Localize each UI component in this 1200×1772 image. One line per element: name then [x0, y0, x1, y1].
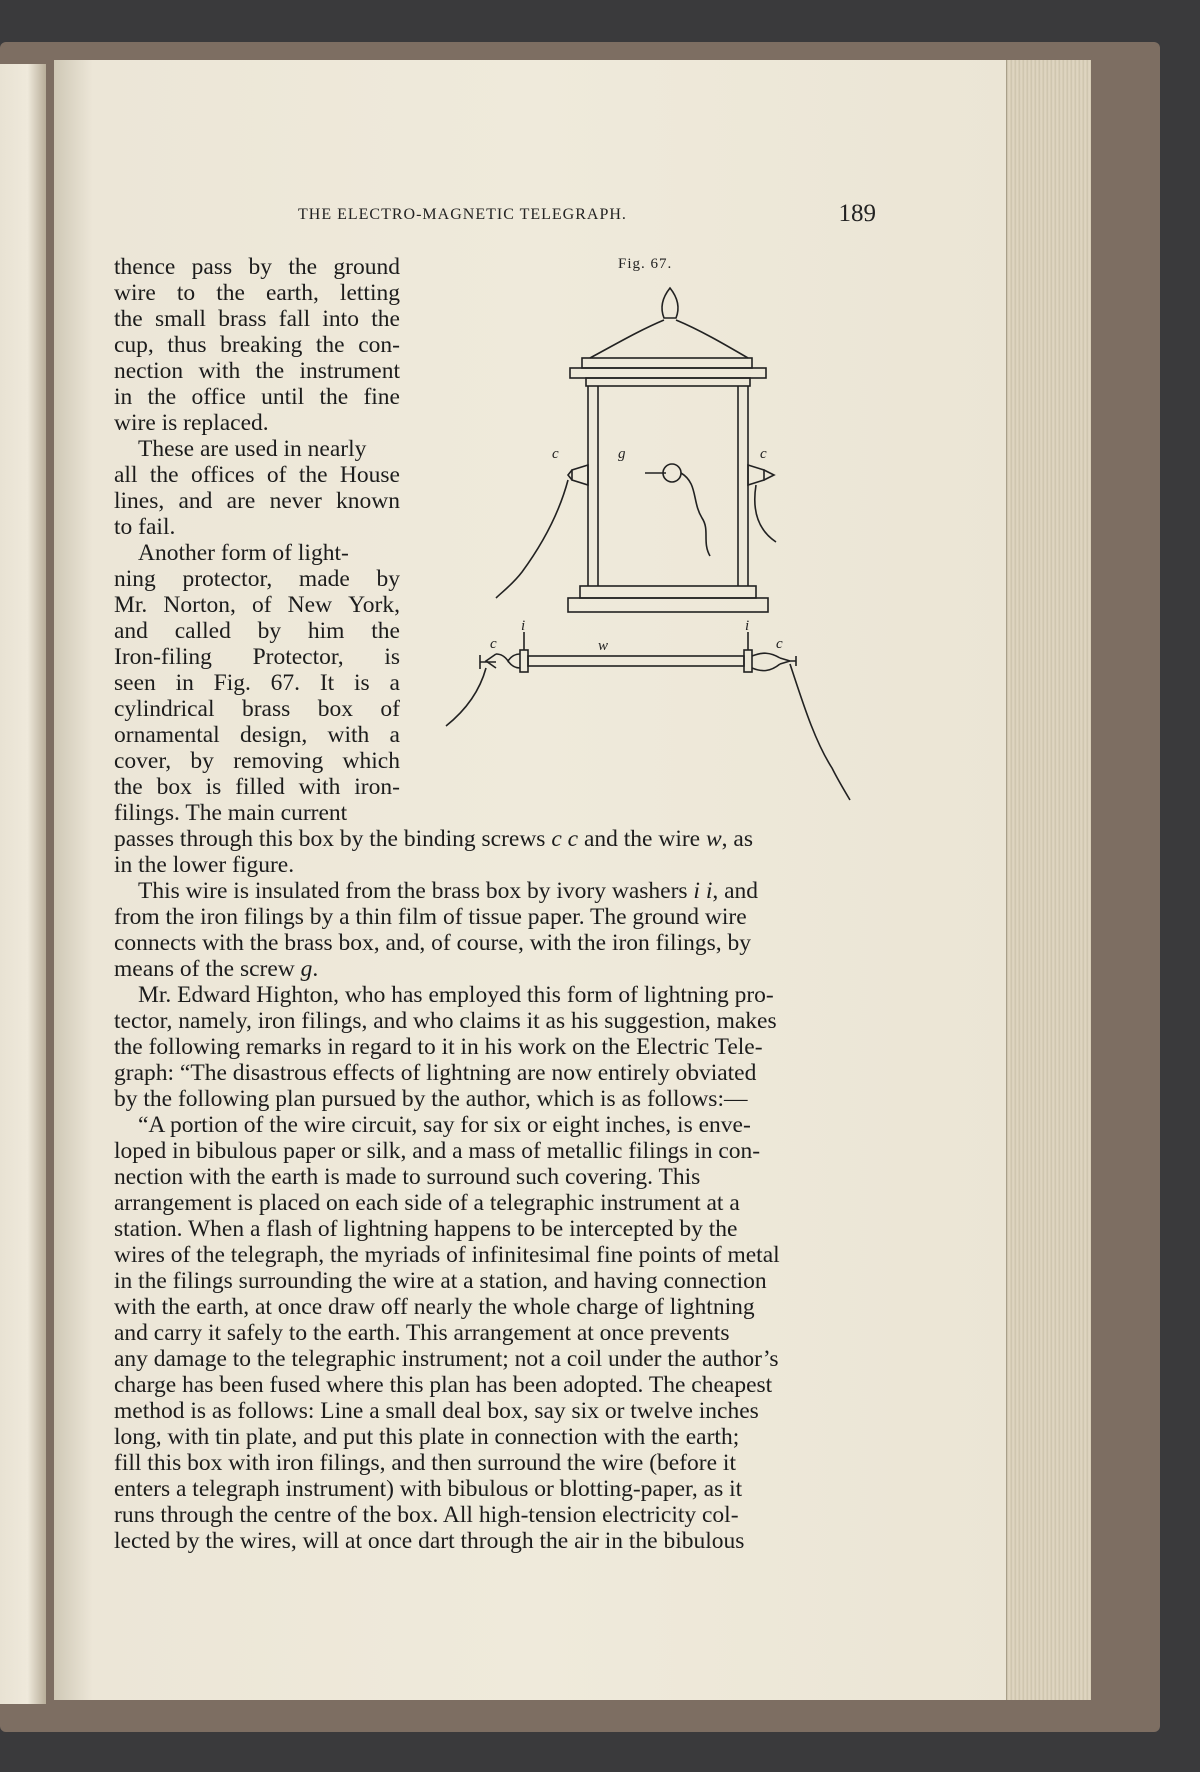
- text-line: the small brass fall into the: [114, 306, 400, 332]
- text-line: wire is replaced.: [114, 410, 269, 436]
- text-line: and carry it safely to the earth. This arrangement at once prevents: [114, 1320, 730, 1346]
- running-head: THE ELECTRO-MAGNETIC TELEGRAPH.: [298, 206, 627, 223]
- text-line: the following remarks in regard to it in his work on the Electric Tele-: [114, 1034, 763, 1060]
- text-line: runs through the centre of the box. All high-tension electricity col-: [114, 1502, 739, 1528]
- text-line: the box is filled with iron-: [114, 774, 400, 800]
- figure-caption: Fig. 67.: [618, 256, 673, 272]
- text-line: and called by him the: [114, 618, 400, 644]
- text-line: any damage to the telegraphic instrument; not a coil under the author’s: [114, 1346, 779, 1372]
- text-line: arrangement is placed on each side of a telegraphic instrument at a: [114, 1190, 740, 1216]
- text-line: lected by the wires, will at once dart through the air in the bibulous: [114, 1528, 745, 1554]
- text-line: cylindrical brass box of: [114, 696, 400, 722]
- cover-top: [582, 358, 752, 368]
- text-line: seen in Fig. 67. It is a: [114, 670, 400, 696]
- text-line: loped in bibulous paper or silk, and a mass of metallic filings in con-: [114, 1138, 761, 1164]
- text-line: graph: “The disastrous effects of lightning are now entirely obviated: [114, 1060, 757, 1086]
- label-i-left: i: [521, 618, 526, 634]
- text-line: wires of the telegraph, the myriads of infinitesimal fine points of metal: [114, 1242, 780, 1268]
- text-line: by the following plan pursued by the author, which is as follows:—: [114, 1086, 748, 1112]
- text-line: all the offices of the House: [114, 462, 400, 488]
- label-c-right: c: [760, 446, 767, 462]
- text-line: These are used in nearly: [138, 436, 367, 462]
- text-line: Iron-filing Protector, is: [114, 644, 400, 670]
- left-column-text: [114, 254, 400, 826]
- text-line: wire to the earth, letting: [114, 280, 400, 306]
- box-plinth: [568, 598, 768, 612]
- text-line: nection with the instrument: [114, 358, 400, 384]
- page-header: [114, 200, 876, 230]
- page-number: 189: [838, 200, 876, 227]
- washer-left: [520, 650, 528, 672]
- box-base: [580, 586, 756, 598]
- text-line: nection with the earth is made to surround such covering. This: [114, 1164, 701, 1190]
- text-line: passes through this box by the binding screws c c and the wire w, as: [114, 826, 753, 852]
- full-width-text: [114, 826, 780, 1554]
- label-w: w: [598, 638, 609, 654]
- text-line: in the office until the fine: [114, 384, 400, 410]
- text-line: Mr. Edward Highton, who has employed this form of lightning pro-: [138, 982, 774, 1008]
- text-line: method is as follows: Line a small deal box, say six or twelve inches: [114, 1398, 759, 1424]
- washer-right: [744, 650, 752, 672]
- label-c-left: c: [552, 446, 559, 462]
- finial-knob: [662, 288, 678, 318]
- text-line: “A portion of the wire circuit, say for six or eight inches, is enve-: [138, 1112, 751, 1138]
- binding-screw-left: [572, 465, 588, 485]
- facing-page-edge: [0, 64, 46, 1704]
- text-line: long, with tin plate, and put this plate in connection with the earth;: [114, 1424, 740, 1450]
- text-line: ning protector, made by: [114, 566, 400, 592]
- text-line: fill this box with iron filings, and then surround the wire (before it: [114, 1450, 736, 1476]
- label-c-rod-left: c: [490, 636, 497, 652]
- text-line: to fail.: [114, 514, 176, 540]
- page-fore-edge: [1006, 60, 1091, 1700]
- text-line: Another form of light-: [138, 540, 349, 566]
- text-line: thence pass by the ground: [114, 254, 400, 280]
- text-line: with the earth, at once draw off nearly the whole charge of lightning: [114, 1294, 755, 1320]
- label-i-right: i: [745, 618, 750, 634]
- text-line: in the filings surrounding the wire at a station, and having connection: [114, 1268, 767, 1294]
- text-line: station. When a flash of lightning happens to be intercepted by the: [114, 1216, 738, 1242]
- text-line: charge has been fused where this plan has been adopted. The cheapest: [114, 1372, 773, 1398]
- text-line: lines, and are never known: [114, 488, 400, 514]
- lightning-protector-figure: [440, 280, 880, 820]
- cover-curve: [590, 320, 748, 358]
- text-line: cover, by removing which: [114, 748, 400, 774]
- text-line: connects with the brass box, and, of course, with the iron filings, by: [114, 930, 751, 956]
- text-line: enters a telegraph instrument) with bibulous or blotting-paper, as it: [114, 1476, 743, 1502]
- protector-box-drawing: [446, 288, 850, 800]
- text-line: means of the screw g.: [114, 956, 319, 982]
- text-line: tector, namely, iron filings, and who claims it as his suggestion, makes: [114, 1008, 777, 1034]
- label-g: g: [618, 446, 626, 462]
- cover-rim: [570, 368, 766, 378]
- wire-rod: [528, 656, 744, 666]
- binding-screw-right: [748, 465, 764, 485]
- text-line: filings. The main current: [114, 800, 348, 826]
- text-line: Mr. Norton, of New York,: [114, 592, 400, 618]
- text-line: This wire is insulated from the brass box by ivory washers i i, and: [138, 878, 759, 904]
- text-line: in the lower figure.: [114, 852, 295, 878]
- text-line: cup, thus breaking the con-: [114, 332, 400, 358]
- text-line: from the iron filings by a thin film of tissue paper. The ground wire: [114, 904, 747, 930]
- label-c-rod-right: c: [776, 636, 783, 652]
- text-line: ornamental design, with a: [114, 722, 400, 748]
